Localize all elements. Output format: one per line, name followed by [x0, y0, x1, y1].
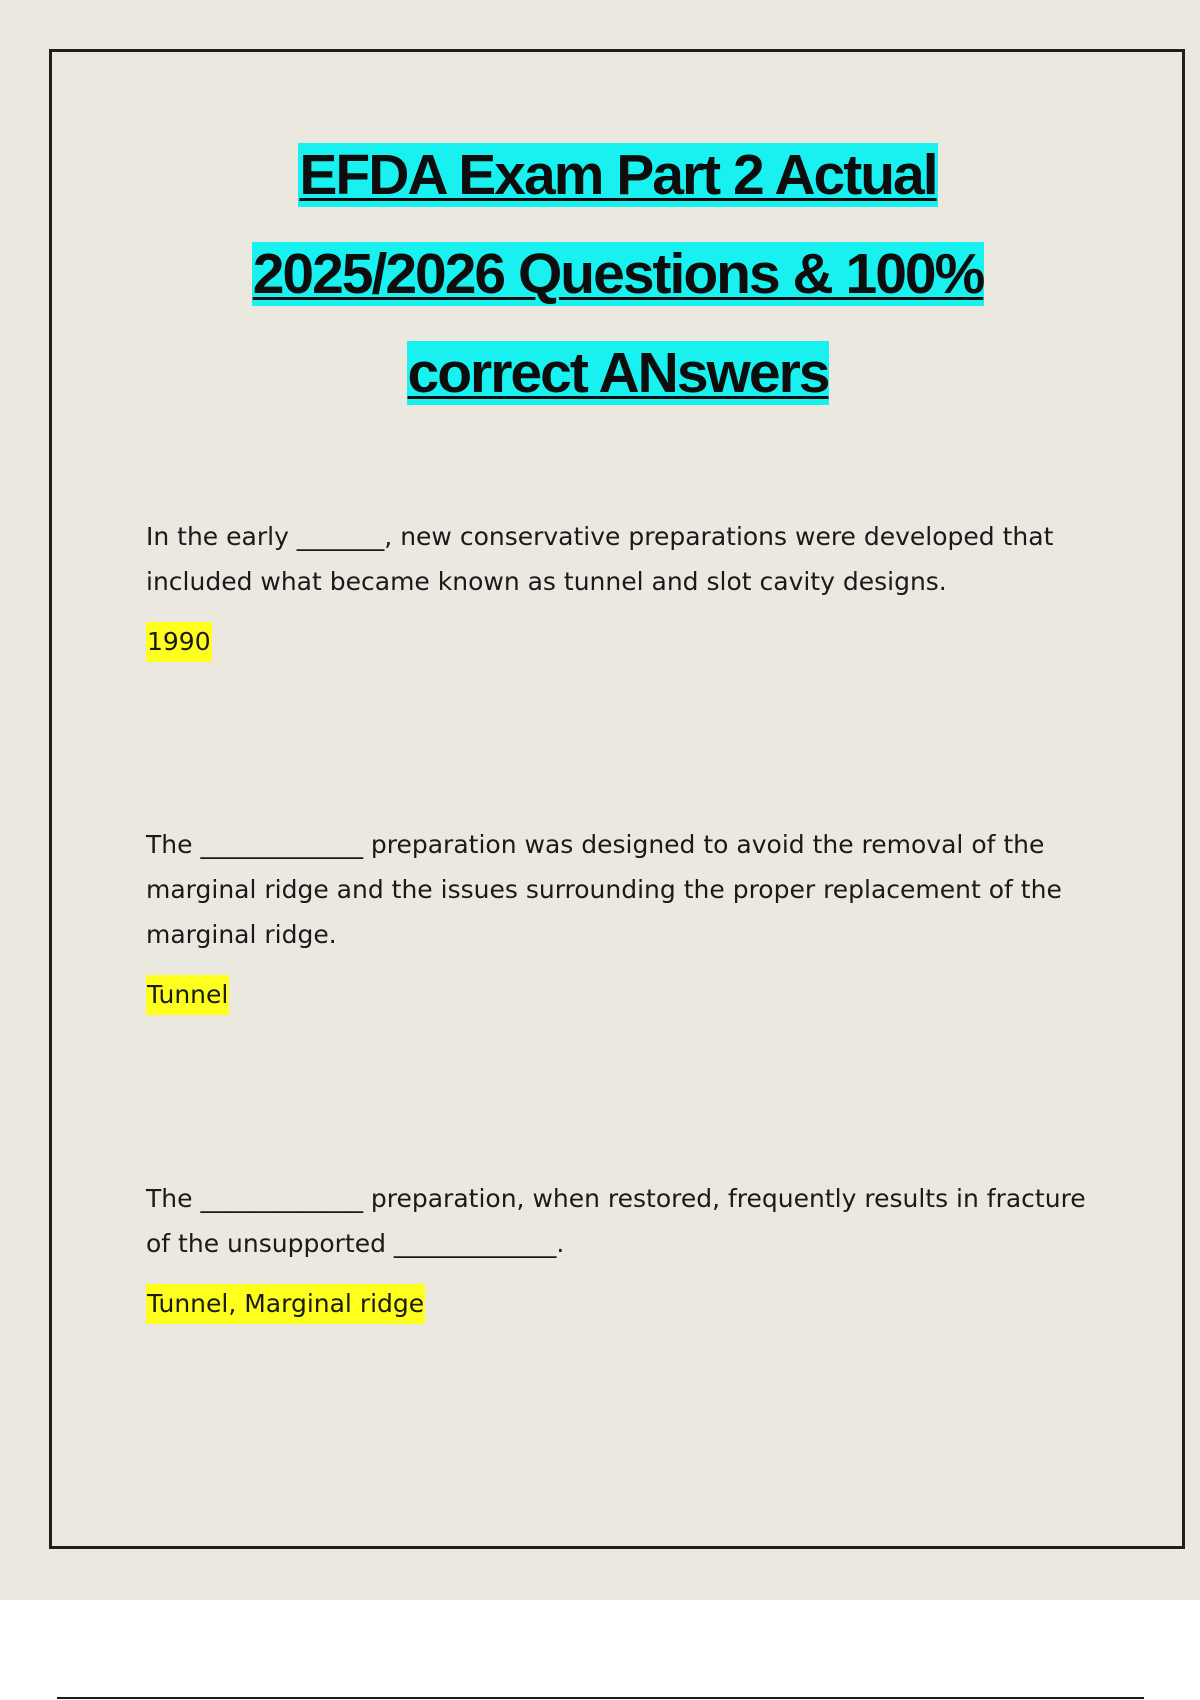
footer-divider — [57, 1697, 1144, 1699]
question-text: The _____________ preparation was designed to avoid the removal of the marginal ridge and the issues surrounding the proper replacement of the marginal ridge. — [146, 830, 1062, 949]
answer-text: Tunnel, Marginal ridge — [146, 1284, 425, 1324]
question-block-3 — [146, 1176, 1096, 1324]
question-text: The _____________ preparation, when restored, frequently results in fracture of the unsupported _____________. — [146, 1184, 1086, 1258]
title-line-2: 2025/2026 Questions & 100% — [252, 242, 984, 306]
question-block-1 — [146, 514, 1096, 662]
title-line-3: correct ANswers — [407, 341, 829, 405]
title-line-1: EFDA Exam Part 2 Actual — [299, 143, 937, 207]
document-title — [0, 140, 1200, 437]
answer-text: 1990 — [146, 622, 212, 662]
question-text: In the early _______, new conservative preparations were developed that included what became known as tunnel and slot cavity designs. — [146, 522, 1054, 596]
answer-text: Tunnel — [146, 975, 229, 1015]
question-block-2 — [146, 822, 1096, 1015]
